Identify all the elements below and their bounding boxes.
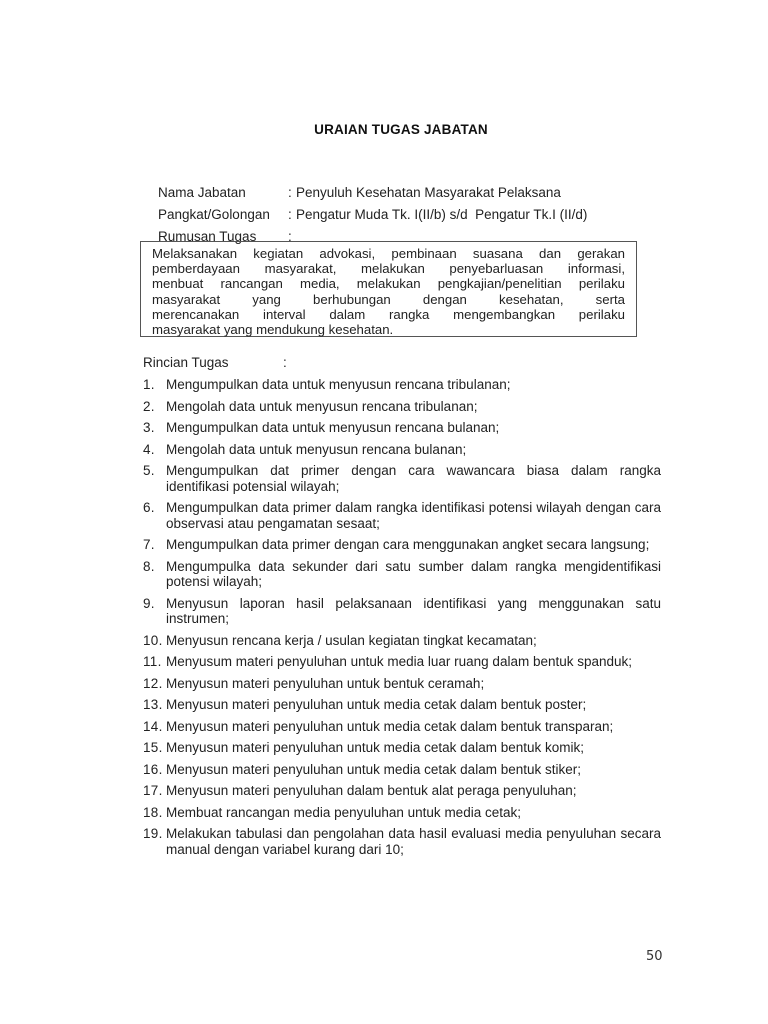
field-value: Penyuluh Kesehatan Masyarakat Pelaksana [296,185,561,200]
task-item [143,420,661,436]
summary-line: Melaksanakan kegiatan advokasi, pembinaan suasana dan gerakan [152,246,625,261]
task-text: Menyusun materi penyuluhan dalam bentuk alat peraga penyuluhan; [166,783,577,798]
summary-line: merencanakan interval dalam rangka mengembangkan perilaku [152,306,625,322]
task-number: 13. [143,697,163,712]
task-number: 2. [143,398,155,414]
task-number: 11. [143,654,162,669]
task-item [143,377,661,393]
field-colon: : [288,185,292,200]
task-item [143,783,661,799]
page-number: 50 [646,949,663,964]
summary-line: menbuat rancangan media, melakukan pengkajian/penelitian perilaku [152,276,625,292]
field-colon: : [288,207,292,222]
task-number: 14. [143,718,163,734]
task-number: 12. [143,675,163,691]
task-text: Menyusun materi penyuluhan untuk media cetak dalam bentuk transparan; [166,718,614,734]
task-item [143,442,661,458]
task-item [143,740,661,756]
task-number: 8. [143,558,155,574]
task-text: Menyusun materi penyuluhan untuk bentuk ceramah; [166,675,485,691]
task-number: 6. [143,500,155,515]
task-text: Mengolah data untuk menyusun rencana bulanan; [166,441,467,457]
task-item [143,500,661,531]
task-item [143,826,661,857]
task-item [143,399,661,415]
task-text: Mengumpulkan data untuk menyusun rencana bulanan; [166,420,500,435]
summary-line: masyarakat yang mendukung kesehatan. [152,321,394,337]
task-item [143,596,661,627]
task-item [143,633,661,649]
task-number: 9. [143,595,155,611]
task-text: Melakukan tabulasi dan pengolahan data hasil evaluasi media penyuluhan secara manual dengan variabel kurang dari 10; [166,826,661,857]
rumusan-tugas-box [140,241,637,337]
task-text: Membuat rancangan media penyuluhan untuk media cetak; [166,804,521,820]
rincian-label: Rincian Tugas [143,355,229,370]
task-text: Mengumpulkan data primer dengan cara menggunakan angket secara langsung; [166,537,650,552]
task-item [143,559,661,590]
task-text: Mengumpulkan dat primer dengan cara wawancara biasa dalam rangka identifikasi potensial wilayah; [166,463,661,494]
task-text: Menyusun materi penyuluhan untuk media cetak dalam bentuk komik; [166,740,584,755]
task-item [143,762,661,778]
task-text: Menyusum materi penyuluhan untuk media luar ruang dalam bentuk spanduk; [166,654,633,669]
field-label: Pangkat/Golongan [158,207,270,222]
field-colon: : [288,229,292,244]
task-text: Mengumpulka data sekunder dari satu sumber dalam rangka mengidentifikasi potensi wilayah; [166,558,661,589]
summary-line: pemberdayaan masyarakat, melakukan penyebarluasan informasi, [152,261,625,277]
task-number: 19. [143,826,163,841]
task-number: 5. [143,463,155,478]
task-number: 1. [143,377,155,392]
task-number: 16. [143,761,163,777]
task-text: Mengumpulkan data untuk menyusun rencana tribulanan; [166,377,511,392]
task-number: 10. [143,632,163,648]
task-item [143,719,661,735]
task-item [143,463,661,494]
task-number: 15. [143,740,163,755]
task-text: Menyusun materi penyuluhan untuk media cetak dalam bentuk poster; [166,697,587,712]
task-text: Mengumpulkan data primer dalam rangka identifikasi potensi wilayah dengan cara observasi atau pengamatan sesaat; [166,500,661,531]
rincian-colon: : [283,355,287,370]
task-number: 3. [143,420,155,435]
task-item [143,537,661,553]
field-value: Pengatur Muda Tk. I(II/b) s/d Pengatur Tk.I (II/d) [296,207,588,222]
task-text: Menyusun rencana kerja / usulan kegiatan tingkat kecamatan; [166,632,537,648]
document-title: URAIAN TUGAS JABATAN [314,122,488,137]
task-text: Menyusun materi penyuluhan untuk media cetak dalam bentuk stiker; [166,761,581,777]
task-item [143,805,661,821]
summary-line: masyarakat yang berhubungan dengan kesehatan, serta [152,291,625,307]
task-number: 7. [143,537,155,552]
task-item [143,697,661,713]
task-item [143,654,661,670]
rincian-tugas-heading [143,355,287,370]
task-number: 17. [143,783,163,798]
task-number: 4. [143,441,155,457]
task-number: 18. [143,804,163,820]
field-label: Nama Jabatan [158,185,246,200]
task-item [143,676,661,692]
task-text: Menyusun laporan hasil pelaksanaan identifikasi yang menggunakan satu instrumen; [166,595,661,626]
task-text: Mengolah data untuk menyusun rencana tribulanan; [166,398,478,414]
field-label: Rumusan Tugas [158,229,257,244]
task-list [143,377,661,863]
